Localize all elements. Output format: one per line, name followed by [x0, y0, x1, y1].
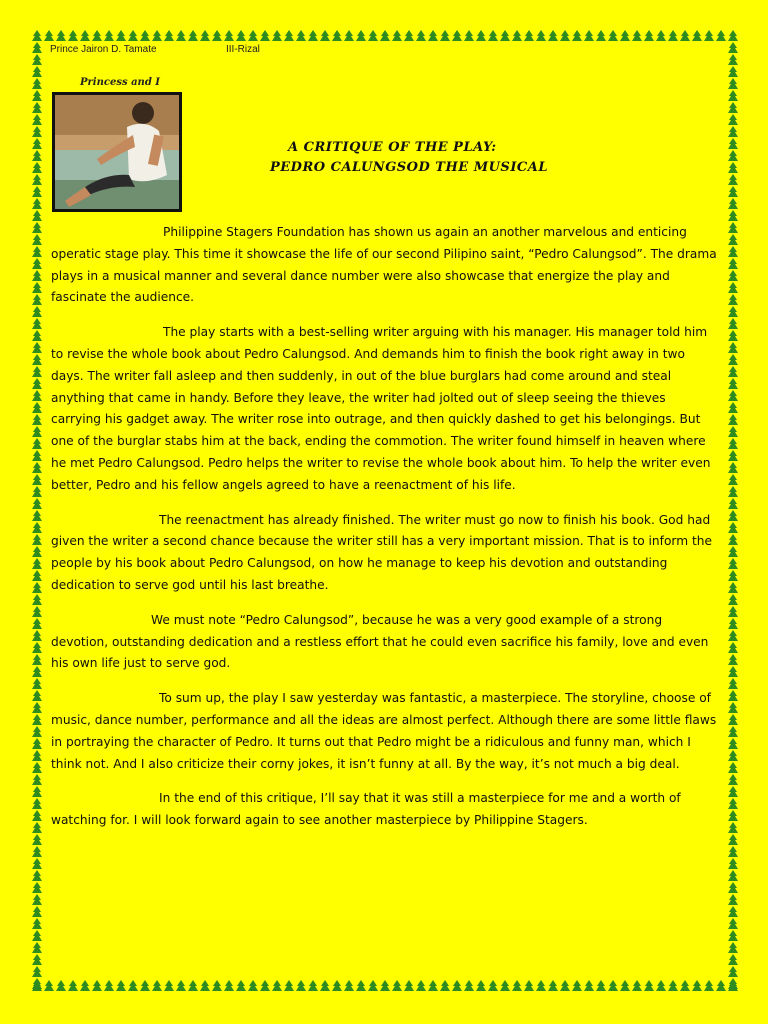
border-tree — [464, 30, 474, 41]
border-tree — [548, 30, 558, 41]
border-tree — [32, 666, 42, 677]
border-tree — [728, 522, 738, 533]
border-tree — [728, 978, 738, 989]
border-tree — [116, 30, 126, 41]
photo-illustration — [55, 95, 179, 209]
border-tree — [728, 738, 738, 749]
border-tree — [728, 654, 738, 665]
class-section: III-Rizal — [226, 44, 260, 55]
border-tree — [380, 980, 390, 991]
border-tree — [692, 30, 702, 41]
border-tree — [728, 282, 738, 293]
photo-caption: Princess and I — [80, 77, 160, 88]
border-tree — [728, 534, 738, 545]
border-tree — [728, 894, 738, 905]
border-tree — [728, 834, 738, 845]
border-tree — [32, 186, 42, 197]
border-tree — [476, 30, 486, 41]
border-tree — [128, 30, 138, 41]
border-tree — [80, 30, 90, 41]
border-tree — [32, 198, 42, 209]
border-tree — [32, 306, 42, 317]
border-tree — [680, 30, 690, 41]
border-tree — [452, 980, 462, 991]
border-tree — [728, 162, 738, 173]
border-tree — [728, 870, 738, 881]
border-tree — [32, 918, 42, 929]
border-tree — [536, 30, 546, 41]
author-name: Prince Jairon D. Tamate — [50, 44, 157, 55]
border-tree — [536, 980, 546, 991]
border-tree — [728, 486, 738, 497]
border-tree — [32, 654, 42, 665]
border-tree — [236, 30, 246, 41]
border-tree — [644, 30, 654, 41]
border-tree — [728, 882, 738, 893]
border-tree — [356, 980, 366, 991]
border-tree — [728, 570, 738, 581]
border-tree — [452, 30, 462, 41]
border-tree — [32, 414, 42, 425]
document-title — [240, 138, 600, 178]
border-tree — [728, 690, 738, 701]
border-tree — [32, 162, 42, 173]
border-tree — [200, 30, 210, 41]
border-tree — [152, 980, 162, 991]
border-tree — [272, 30, 282, 41]
paragraph-3-text: The reenactment has already finished. The writer must go now to finish his book. God had given the writer a second chance because the writer still has a very important mission. That is to inform the people by his book about Pedro Calungsod, on how he manage to keep his devotion and outstanding dedication to serve god until his last breathe. — [51, 512, 712, 592]
border-tree — [32, 942, 42, 953]
border-tree — [308, 980, 318, 991]
border-tree — [728, 450, 738, 461]
border-tree — [428, 30, 438, 41]
paragraph-1-text: Philippine Stagers Foundation has shown us again an another marvelous and enticing operatic stage play. This time it showcase the life of our second Pilipino saint, “Pedro Calungsod”. The drama plays in a musical manner and several dance number were also showcase that energize the play and fascinate the audience. — [51, 225, 717, 305]
border-tree — [728, 318, 738, 329]
border-tree — [32, 342, 42, 353]
border-tree — [728, 54, 738, 65]
border-tree — [728, 174, 738, 185]
border-tree — [728, 630, 738, 641]
border-tree — [728, 762, 738, 773]
border-tree — [728, 138, 738, 149]
border-tree — [728, 510, 738, 521]
border-tree — [188, 980, 198, 991]
border-tree — [728, 414, 738, 425]
border-tree — [728, 222, 738, 233]
border-tree — [32, 582, 42, 593]
border-tree — [32, 90, 42, 101]
border-tree — [728, 618, 738, 629]
border-tree — [140, 30, 150, 41]
border-tree — [32, 402, 42, 413]
border-tree — [212, 980, 222, 991]
border-tree — [728, 390, 738, 401]
border-tree — [32, 150, 42, 161]
border-tree — [200, 980, 210, 991]
border-tree — [524, 30, 534, 41]
border-tree — [728, 78, 738, 89]
border-tree — [572, 980, 582, 991]
border-tree — [368, 980, 378, 991]
border-tree — [344, 980, 354, 991]
border-tree — [32, 438, 42, 449]
border-tree — [32, 570, 42, 581]
border-tree — [728, 42, 738, 53]
border-tree — [32, 42, 42, 53]
border-tree — [728, 966, 738, 977]
border-tree — [32, 954, 42, 965]
border-tree — [212, 30, 222, 41]
border-tree — [416, 30, 426, 41]
border-tree — [32, 786, 42, 797]
border-tree — [728, 810, 738, 821]
border-tree — [92, 30, 102, 41]
border-tree — [728, 558, 738, 569]
border-tree — [32, 54, 42, 65]
border-tree — [128, 980, 138, 991]
border-tree — [416, 980, 426, 991]
border-tree — [284, 30, 294, 41]
border-tree — [32, 450, 42, 461]
border-tree — [524, 980, 534, 991]
border-tree — [272, 980, 282, 991]
border-tree — [188, 30, 198, 41]
border-tree — [32, 354, 42, 365]
border-tree — [140, 980, 150, 991]
border-tree — [32, 894, 42, 905]
border-tree — [32, 750, 42, 761]
border-tree — [32, 846, 42, 857]
border-tree — [728, 150, 738, 161]
border-tree — [32, 810, 42, 821]
border-tree — [32, 270, 42, 281]
border-tree — [728, 378, 738, 389]
border-tree — [728, 30, 738, 41]
border-tree — [620, 30, 630, 41]
border-tree — [32, 726, 42, 737]
border-tree — [728, 342, 738, 353]
border-tree — [32, 906, 42, 917]
border-tree — [560, 30, 570, 41]
border-tree — [728, 546, 738, 557]
paragraph-5-text: To sum up, the play I saw yesterday was fantastic, a masterpiece. The storyline, choose of music, dance number, performance and all the ideas are almost perfect. Although there are some little flaws in portraying the character of Pedro. It turns out that Pedro might be a ridiculous and funny man, which I think not. And I also criticize their corny jokes, it isn’t funny at all. By the way, it’s not much a big deal. — [51, 691, 717, 771]
border-tree — [380, 30, 390, 41]
border-tree — [368, 30, 378, 41]
border-tree — [728, 786, 738, 797]
border-tree — [32, 714, 42, 725]
border-tree — [668, 30, 678, 41]
border-tree — [704, 980, 714, 991]
border-tree — [392, 30, 402, 41]
border-tree — [32, 102, 42, 113]
border-tree — [572, 30, 582, 41]
border-tree — [32, 798, 42, 809]
title-line-2: PEDRO CALUNGSOD THE MUSICAL — [270, 160, 548, 175]
paragraph-3 — [51, 510, 719, 597]
border-tree — [260, 980, 270, 991]
border-tree — [392, 980, 402, 991]
border-tree — [224, 980, 234, 991]
border-tree — [728, 102, 738, 113]
border-tree — [32, 702, 42, 713]
border-tree — [152, 30, 162, 41]
paragraph-4-text: We must note “Pedro Calungsod”, because he was a very good example of a strong devotion, outstanding dedication and a restless effort that he could even sacrifice his family, love and even his own life just to serve god. — [51, 612, 709, 671]
border-tree — [32, 594, 42, 605]
border-tree — [32, 210, 42, 221]
critique-body — [51, 222, 719, 845]
border-tree — [332, 30, 342, 41]
border-tree — [728, 438, 738, 449]
border-tree — [32, 378, 42, 389]
border-tree — [728, 246, 738, 257]
border-tree — [320, 980, 330, 991]
border-tree — [728, 798, 738, 809]
border-tree — [728, 678, 738, 689]
border-tree — [260, 30, 270, 41]
border-tree — [644, 980, 654, 991]
border-tree — [308, 30, 318, 41]
border-tree — [32, 426, 42, 437]
border-tree — [632, 30, 642, 41]
border-tree — [32, 606, 42, 617]
border-tree — [728, 942, 738, 953]
border-tree — [560, 980, 570, 991]
border-tree — [728, 306, 738, 317]
paragraph-4 — [51, 610, 719, 675]
border-tree — [728, 714, 738, 725]
border-tree — [728, 906, 738, 917]
border-tree — [728, 198, 738, 209]
border-tree — [164, 30, 174, 41]
border-tree — [728, 126, 738, 137]
border-tree — [32, 966, 42, 977]
border-tree — [728, 402, 738, 413]
border-tree — [728, 366, 738, 377]
border-tree — [728, 846, 738, 857]
border-tree — [728, 606, 738, 617]
border-tree — [356, 30, 366, 41]
border-tree — [704, 30, 714, 41]
border-tree — [32, 174, 42, 185]
border-tree — [332, 980, 342, 991]
border-tree — [728, 462, 738, 473]
border-tree — [632, 980, 642, 991]
border-tree — [32, 330, 42, 341]
border-tree — [32, 474, 42, 485]
border-tree — [656, 30, 666, 41]
border-tree — [236, 980, 246, 991]
border-tree — [320, 30, 330, 41]
border-tree — [32, 642, 42, 653]
border-tree — [728, 498, 738, 509]
border-tree — [32, 774, 42, 785]
border-tree — [728, 234, 738, 245]
border-tree — [32, 690, 42, 701]
border-tree — [176, 980, 186, 991]
border-tree — [32, 762, 42, 773]
border-tree — [548, 980, 558, 991]
border-tree — [476, 980, 486, 991]
border-tree — [584, 30, 594, 41]
border-tree — [32, 678, 42, 689]
border-tree — [728, 258, 738, 269]
border-tree — [32, 126, 42, 137]
border-tree — [32, 66, 42, 77]
border-tree — [728, 426, 738, 437]
border-tree — [32, 978, 42, 989]
border-tree — [584, 980, 594, 991]
border-tree — [728, 594, 738, 605]
border-tree — [32, 78, 42, 89]
border-tree — [728, 66, 738, 77]
border-tree — [32, 834, 42, 845]
border-tree — [608, 30, 618, 41]
border-tree — [164, 980, 174, 991]
border-tree — [32, 294, 42, 305]
border-tree — [404, 980, 414, 991]
border-tree — [68, 30, 78, 41]
border-tree — [32, 630, 42, 641]
border-tree — [32, 858, 42, 869]
border-tree — [728, 858, 738, 869]
border-tree — [56, 30, 66, 41]
border-tree — [512, 980, 522, 991]
border-tree — [428, 980, 438, 991]
border-tree — [464, 980, 474, 991]
border-tree — [728, 774, 738, 785]
border-tree — [296, 980, 306, 991]
border-tree — [92, 980, 102, 991]
border-tree — [32, 510, 42, 521]
border-tree — [656, 980, 666, 991]
border-tree — [32, 534, 42, 545]
border-tree — [728, 582, 738, 593]
border-tree — [728, 666, 738, 677]
border-tree — [728, 354, 738, 365]
border-tree — [716, 30, 726, 41]
border-tree — [32, 498, 42, 509]
border-tree — [32, 390, 42, 401]
border-tree — [32, 546, 42, 557]
border-tree — [68, 980, 78, 991]
border-tree — [596, 30, 606, 41]
border-tree — [692, 980, 702, 991]
title-line-1: A CRITIQUE OF THE PLAY: — [288, 140, 497, 155]
border-tree — [32, 822, 42, 833]
border-tree — [620, 980, 630, 991]
border-tree — [32, 222, 42, 233]
border-tree — [728, 930, 738, 941]
border-tree — [728, 702, 738, 713]
border-tree — [32, 462, 42, 473]
border-tree — [728, 114, 738, 125]
border-tree — [500, 30, 510, 41]
border-tree — [728, 186, 738, 197]
border-tree — [344, 30, 354, 41]
border-tree — [716, 980, 726, 991]
border-tree — [32, 318, 42, 329]
border-tree — [248, 30, 258, 41]
border-tree — [296, 30, 306, 41]
border-tree — [176, 30, 186, 41]
border-tree — [32, 138, 42, 149]
border-tree — [608, 980, 618, 991]
paragraph-2 — [51, 322, 719, 496]
border-tree — [32, 738, 42, 749]
border-tree — [224, 30, 234, 41]
border-tree — [440, 980, 450, 991]
border-tree — [32, 114, 42, 125]
border-tree — [728, 294, 738, 305]
border-tree — [728, 270, 738, 281]
paragraph-1 — [51, 222, 719, 309]
border-tree — [104, 980, 114, 991]
border-tree — [32, 366, 42, 377]
border-tree — [32, 258, 42, 269]
border-tree — [32, 558, 42, 569]
border-tree — [728, 822, 738, 833]
border-tree — [32, 282, 42, 293]
border-tree — [404, 30, 414, 41]
border-tree — [80, 980, 90, 991]
border-tree — [728, 954, 738, 965]
border-tree — [488, 980, 498, 991]
border-tree — [56, 980, 66, 991]
paragraph-5 — [51, 688, 719, 775]
border-tree — [500, 980, 510, 991]
border-tree — [728, 918, 738, 929]
paragraph-6-text: In the end of this critique, I’ll say that it was still a masterpiece for me and a worth of watching for. I will look forward again to see another masterpiece by Philippine Stagers. — [51, 791, 681, 828]
border-tree — [116, 980, 126, 991]
border-tree — [32, 882, 42, 893]
border-tree — [32, 486, 42, 497]
paragraph-2-text: The play starts with a best-selling writer arguing with his manager. His manager told him to revise the whole book about Pedro Calungsod. And demands him to finish the book right away in two days. The writer fall asleep and then suddenly, in out of the blue burglars had come around and steal anything that came in handy. Before they leave, the writer had jolted out of sleep seeing the thieves carrying his gadget away. The writer rose into outrage, and then quickly dashed to get his belongings. But one of the burglar stabs him at the back, ending the commotion. The writer found himself in heaven where he met Pedro Calungsod. Pedro helps the writer to revise the whole book about him. To help the writer even better, Pedro and his fellow angels agreed to have a reenactment of his life. — [51, 325, 711, 492]
border-tree — [680, 980, 690, 991]
border-tree — [440, 30, 450, 41]
border-tree — [32, 246, 42, 257]
border-tree — [104, 30, 114, 41]
border-tree — [44, 980, 54, 991]
border-tree — [728, 330, 738, 341]
border-tree — [728, 750, 738, 761]
border-tree — [728, 210, 738, 221]
border-tree — [32, 522, 42, 533]
border-tree — [596, 980, 606, 991]
border-tree — [512, 30, 522, 41]
border-tree — [32, 930, 42, 941]
border-tree — [284, 980, 294, 991]
border-tree — [32, 870, 42, 881]
border-tree — [728, 726, 738, 737]
border-tree — [728, 474, 738, 485]
border-tree — [44, 30, 54, 41]
border-tree — [32, 618, 42, 629]
paragraph-6 — [51, 788, 719, 832]
border-tree — [32, 30, 42, 41]
border-tree — [32, 234, 42, 245]
photo-image — [52, 92, 182, 212]
border-tree — [728, 642, 738, 653]
border-tree — [728, 90, 738, 101]
border-tree — [248, 980, 258, 991]
border-tree — [488, 30, 498, 41]
border-tree — [668, 980, 678, 991]
